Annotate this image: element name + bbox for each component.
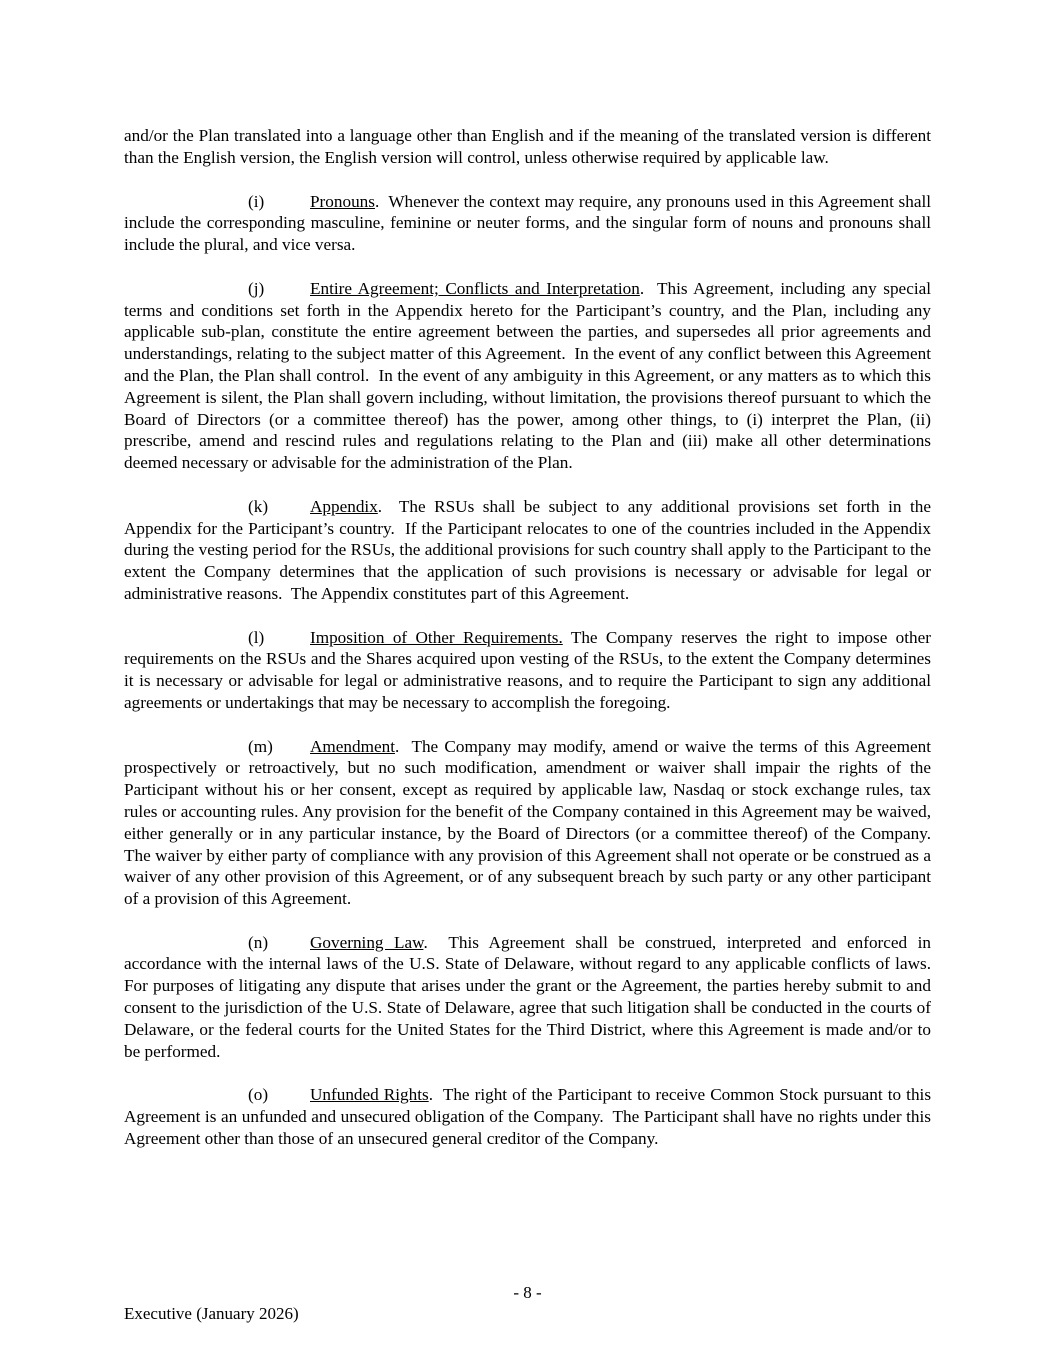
section-governing-law bbox=[124, 932, 940, 1063]
section-label: (m) bbox=[248, 736, 273, 756]
section-other-requirements bbox=[124, 627, 936, 714]
section-amendment bbox=[124, 736, 936, 910]
section-heading-suffix: . bbox=[428, 1085, 433, 1105]
section-heading: Entire Agreement; Conflicts and Interpretation bbox=[310, 278, 640, 298]
section-appendix bbox=[124, 496, 936, 605]
section-body: The RSUs shall be subject to any additional provisions set forth in the Appendix for the Participant’s country. If the Participant relocates to one of the countries included in the Appendix during the vesting period for the RSUs, the additional provisions for such country shall apply to the Participant to the extent the Company determines that the application of such provisions is necessary or advisable for legal or administrative reasons. The Appendix constitutes part of this Agreement. bbox=[124, 496, 936, 603]
section-pronouns bbox=[124, 191, 936, 256]
document-footer-label: Executive (January 2026) bbox=[124, 1304, 299, 1323]
section-heading: Appendix bbox=[310, 496, 378, 516]
section-label: (o) bbox=[248, 1085, 269, 1105]
page-number: - 8 - bbox=[513, 1283, 542, 1302]
section-heading-suffix: . bbox=[377, 496, 383, 516]
section-label: (l) bbox=[248, 627, 265, 647]
section-body: The right of the Participant to receive Common Stock pursuant to this Agreement is an unfunded and unsecured obligation of the Company. The Participant shall have no rights under this Agreement other than those of an unsecured general creditor of the Company. bbox=[124, 1085, 935, 1148]
section-body: The Company may modify, amend or waive the terms of this Agreement prospectively or retroactively, but no such modification, amendment or waiver shall impair the rights of the Participant without his or her consent, except as required by applicable law, Nasdaq or stock exchange rules, tax rules or accounting rules. Any provision for the benefit of the Company contained in this Agreement may be waived, either generally or in any particular instance, by the Board of Directors (or a committee thereof) of the Company. The waiver by either party of compliance with any provision of this Agreement shall not operate or be construed as a waiver of any other provision of this Agreement, or of any subsequent breach by such party or any other participant of a provision of this Agreement. bbox=[124, 736, 936, 909]
document-body bbox=[124, 125, 940, 1171]
section-heading: Amendment bbox=[310, 736, 395, 756]
section-label: (i) bbox=[248, 191, 265, 211]
section-heading: Pronouns bbox=[310, 191, 375, 211]
intro-paragraph: and/or the Plan translated into a language other than English and if the meaning of the translated version is different than the English version, the English version will control, unless otherwise required by applicable law. bbox=[124, 126, 931, 167]
section-unfunded-rights bbox=[124, 1084, 935, 1149]
section-label: (k) bbox=[248, 496, 269, 516]
section-body: This Agreement shall be construed, interpreted and enforced in accordance with the internal laws of the U.S. State of Delaware, without regard to any applicable conflicts of laws. For purposes of litigating any dispute that arises under the grant or the Agreement, the parties hereby submit to and consent to the jurisdiction of the U.S. State of Delaware, agree that such litigation shall be conducted in the courts of Delaware, or the federal courts for the United States for the Third District, where this Agreement is made and/or to be performed. bbox=[124, 932, 940, 1061]
section-label: (j) bbox=[248, 278, 265, 298]
section-heading: Unfunded Rights bbox=[310, 1085, 429, 1105]
section-body: This Agreement, including any special terms and conditions set forth in the Appendix hereto for the Participant’s country, and the Plan, including any applicable sub-plan, constitute the entire agreement between the parties, and supersedes all prior agreements and understandings, relating to the subject matter of this Agreement. In the event of any conflict between this Agreement and the Plan, the Plan shall control. In the event of any ambiguity in this Agreement, or any matters as to which this Agreement is silent, the Plan shall govern including, without limitation, the provisions thereof pursuant to which the Board of Directors (or a committee thereof) has the power, among other things, to (i) interpret the Plan, (ii) prescribe, amend and rescind rules and regulations relating to the Plan and (iii) make all other determinations deemed necessary or advisable for the administration of the Plan. bbox=[124, 278, 936, 473]
section-heading: Imposition of Other Requirements. bbox=[310, 627, 563, 647]
section-body: Whenever the context may require, any pronouns used in this Agreement shall include the corresponding masculine, feminine or neuter forms, and the singular form of nouns and pronouns shall include the plural, and vice versa. bbox=[124, 191, 936, 255]
section-label: (n) bbox=[248, 932, 269, 952]
section-heading-suffix: . bbox=[374, 191, 380, 211]
section-entire-agreement bbox=[124, 278, 936, 474]
section-body: The Company reserves the right to impose other requirements on the RSUs and the Shares acquired upon vesting of the RSUs, to the extent the Company determines it is necessary or advisable for legal or administrative reasons, and to require the Participant to sign any additional agreements or undertakings that may be necessary to accomplish the foregoing. bbox=[124, 627, 936, 712]
section-heading-suffix: . bbox=[423, 932, 428, 952]
section-heading: Governing Law bbox=[310, 932, 424, 952]
section-heading-suffix: . bbox=[639, 278, 645, 298]
section-heading-suffix: . bbox=[394, 736, 400, 756]
